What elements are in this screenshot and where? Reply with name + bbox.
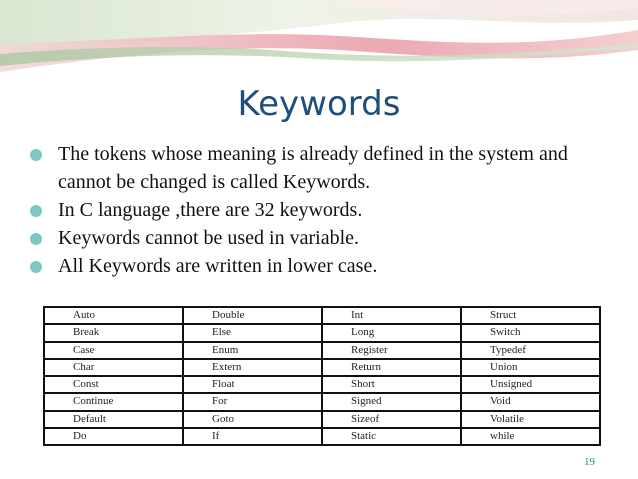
table-cell: Break [44,324,183,341]
table-row [44,411,600,428]
bullet-dot-icon [30,261,42,273]
table-cell: Case [44,342,183,359]
table-row [44,376,600,393]
table-cell: Float [183,376,322,393]
table-cell: Extern [183,359,322,376]
table-cell: Enum [183,342,322,359]
table-cell: Do [44,428,183,445]
table-cell: Typedef [461,342,600,359]
table-row [44,428,600,445]
table-cell: Auto [44,307,183,324]
slide-title: Keywords [237,84,401,124]
table-cell: Const [44,376,183,393]
bullet-item [30,224,610,252]
table-cell: Double [183,307,322,324]
table-cell: If [183,428,322,445]
bullet-item [30,140,610,196]
table-cell: Struct [461,307,600,324]
keywords-table [43,306,601,446]
bullet-item [30,196,610,224]
table-cell: Default [44,411,183,428]
table-cell: Goto [183,411,322,428]
table-row [44,307,600,324]
bullet-text: All Keywords are written in lower case. [58,255,378,277]
page-number: 19 [584,456,595,468]
table-row [44,324,600,341]
table-cell: Continue [44,393,183,410]
bullet-list [30,140,610,280]
table-cell: Switch [461,324,600,341]
table-cell: Short [322,376,461,393]
table-cell: Int [322,307,461,324]
bullet-text: The tokens whose meaning is already defined in the system and cannot be changed is called Keywords. [58,143,568,193]
table-cell: Signed [322,393,461,410]
table-cell: Long [322,324,461,341]
table-cell: Sizeof [322,411,461,428]
bullet-dot-icon [30,149,42,161]
table-cell: Static [322,428,461,445]
table-cell: Return [322,359,461,376]
bullet-dot-icon [30,233,42,245]
table-row [44,393,600,410]
bullet-text: In C language ,there are 32 keywords. [58,199,363,221]
table-cell: Volatile [461,411,600,428]
table-cell: Else [183,324,322,341]
bullet-item [30,252,610,280]
table-cell: Register [322,342,461,359]
table-row [44,342,600,359]
table-row [44,359,600,376]
bullet-dot-icon [30,205,42,217]
header-banner [0,0,638,80]
table-cell: Char [44,359,183,376]
table-cell: Unsigned [461,376,600,393]
table-cell: For [183,393,322,410]
table-cell: Union [461,359,600,376]
bullet-text: Keywords cannot be used in variable. [58,227,360,249]
table-cell: Void [461,393,600,410]
table-cell: while [461,428,600,445]
